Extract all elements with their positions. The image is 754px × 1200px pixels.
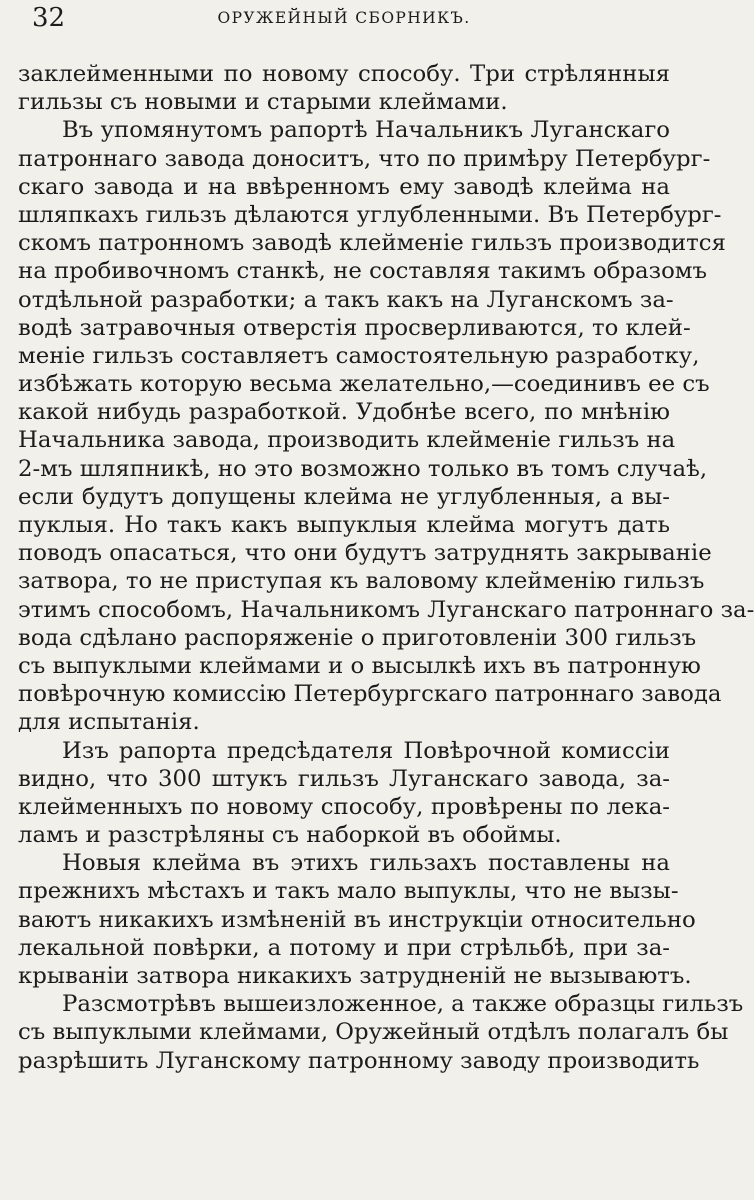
text-line: ламъ и разстрѣляны съ наборкой въ обоймы. xyxy=(18,822,562,849)
text-line: съ выпуклыми клеймами и о высылкѣ ихъ въ патронную xyxy=(18,652,701,679)
text-line: пуклыя. Но такъ какъ выпуклыя клейма могутъ дать xyxy=(18,512,670,538)
running-title: ОРУЖЕЙНЫЙ СБОРНИКЪ. xyxy=(217,9,471,27)
text-line: патроннаго завода доноситъ, что по примѣру Петербург- xyxy=(18,145,711,172)
text-line: гильзы съ новыми и старыми клеймами. xyxy=(18,89,508,116)
text-line: Разсмотрѣвъ вышеизложенное, а также образцы гильзъ xyxy=(62,991,744,1018)
text-line: ваютъ никакихъ измѣненій въ инструкціи относительно xyxy=(18,906,696,933)
text-line: заклейменными по новому способу. Три стрѣлянныя xyxy=(18,61,670,87)
text-line: избѣжать которую весьма желательно,—соединивъ ее съ xyxy=(18,371,710,398)
page-number: 32 xyxy=(32,3,66,33)
text-line: отдѣльной разработки; а такъ какъ на Луганскомъ за- xyxy=(18,286,674,313)
text-line: разрѣшить Луганскому патронному заводу производить xyxy=(18,1047,700,1074)
page-header xyxy=(18,0,670,38)
text-line: если будутъ допущены клейма не углубленныя, а вы- xyxy=(18,483,670,510)
text-line: 2-мъ шляпникѣ, но это возможно только въ томъ случаѣ, xyxy=(18,455,708,482)
text-line: лекальной повѣрки, а потому и при стрѣльбѣ, при за- xyxy=(18,934,670,961)
text-line: повѣрочную комиссію Петербургскаго патроннаго завода xyxy=(18,681,722,708)
text-line: съ выпуклыми клеймами, Оружейный отдѣлъ полагалъ бы xyxy=(18,1019,729,1046)
text-line: Изъ рапорта предсѣдателя Повѣрочной комиссіи xyxy=(62,737,670,764)
text-line: какой нибудь разработкой. Удобнѣе всего, по мнѣнію xyxy=(18,399,670,426)
text-line: скомъ патронномъ заводѣ клейменіе гильзъ производится xyxy=(18,230,726,257)
body-text xyxy=(18,60,754,1075)
text-line: меніе гильзъ составляетъ самостоятельную разработку, xyxy=(18,342,700,369)
text-line: для испытанія. xyxy=(18,709,200,736)
text-line: видно, что 300 штукъ гильзъ Луганскаго завода, за- xyxy=(18,765,670,792)
text-line: Въ упомянутомъ рапортѣ Начальникъ Луганскаго xyxy=(62,117,670,144)
text-line: Новыя клейма въ этихъ гильзахъ поставлены на xyxy=(62,850,670,877)
text-line: прежнихъ мѣстахъ и такъ мало выпуклы, что не вызы- xyxy=(18,878,679,905)
text-line: скаго завода и на ввѣренномъ ему заводѣ клейма на xyxy=(18,173,670,200)
text-line: затвора, то не приступая къ валовому клейменію гильзъ xyxy=(18,568,705,595)
text-line: водѣ затравочныя отверстія просверливаются, то клей- xyxy=(18,314,691,341)
text-line: на пробивочномъ станкѣ, не составляя такимъ образомъ xyxy=(18,258,708,285)
text-line: вода сдѣлано распоряженіе о приготовленіи 300 гильзъ xyxy=(18,624,697,651)
text-line: поводъ опасаться, что они будутъ затруднять закрываніе xyxy=(18,540,712,567)
text-line: крываніи затвора никакихъ затрудненій не вызываютъ. xyxy=(18,963,692,989)
text-line: клейменныхъ по новому способу, провѣрены по лека- xyxy=(18,793,670,820)
text-line: этимъ способомъ, Начальникомъ Луганскаго патроннаго за- xyxy=(18,596,754,623)
text-line: Начальника завода, производить клейменіе гильзъ на xyxy=(18,427,676,454)
text-line: шляпкахъ гильзъ дѣлаются углубленными. Въ Петербург- xyxy=(18,201,722,228)
